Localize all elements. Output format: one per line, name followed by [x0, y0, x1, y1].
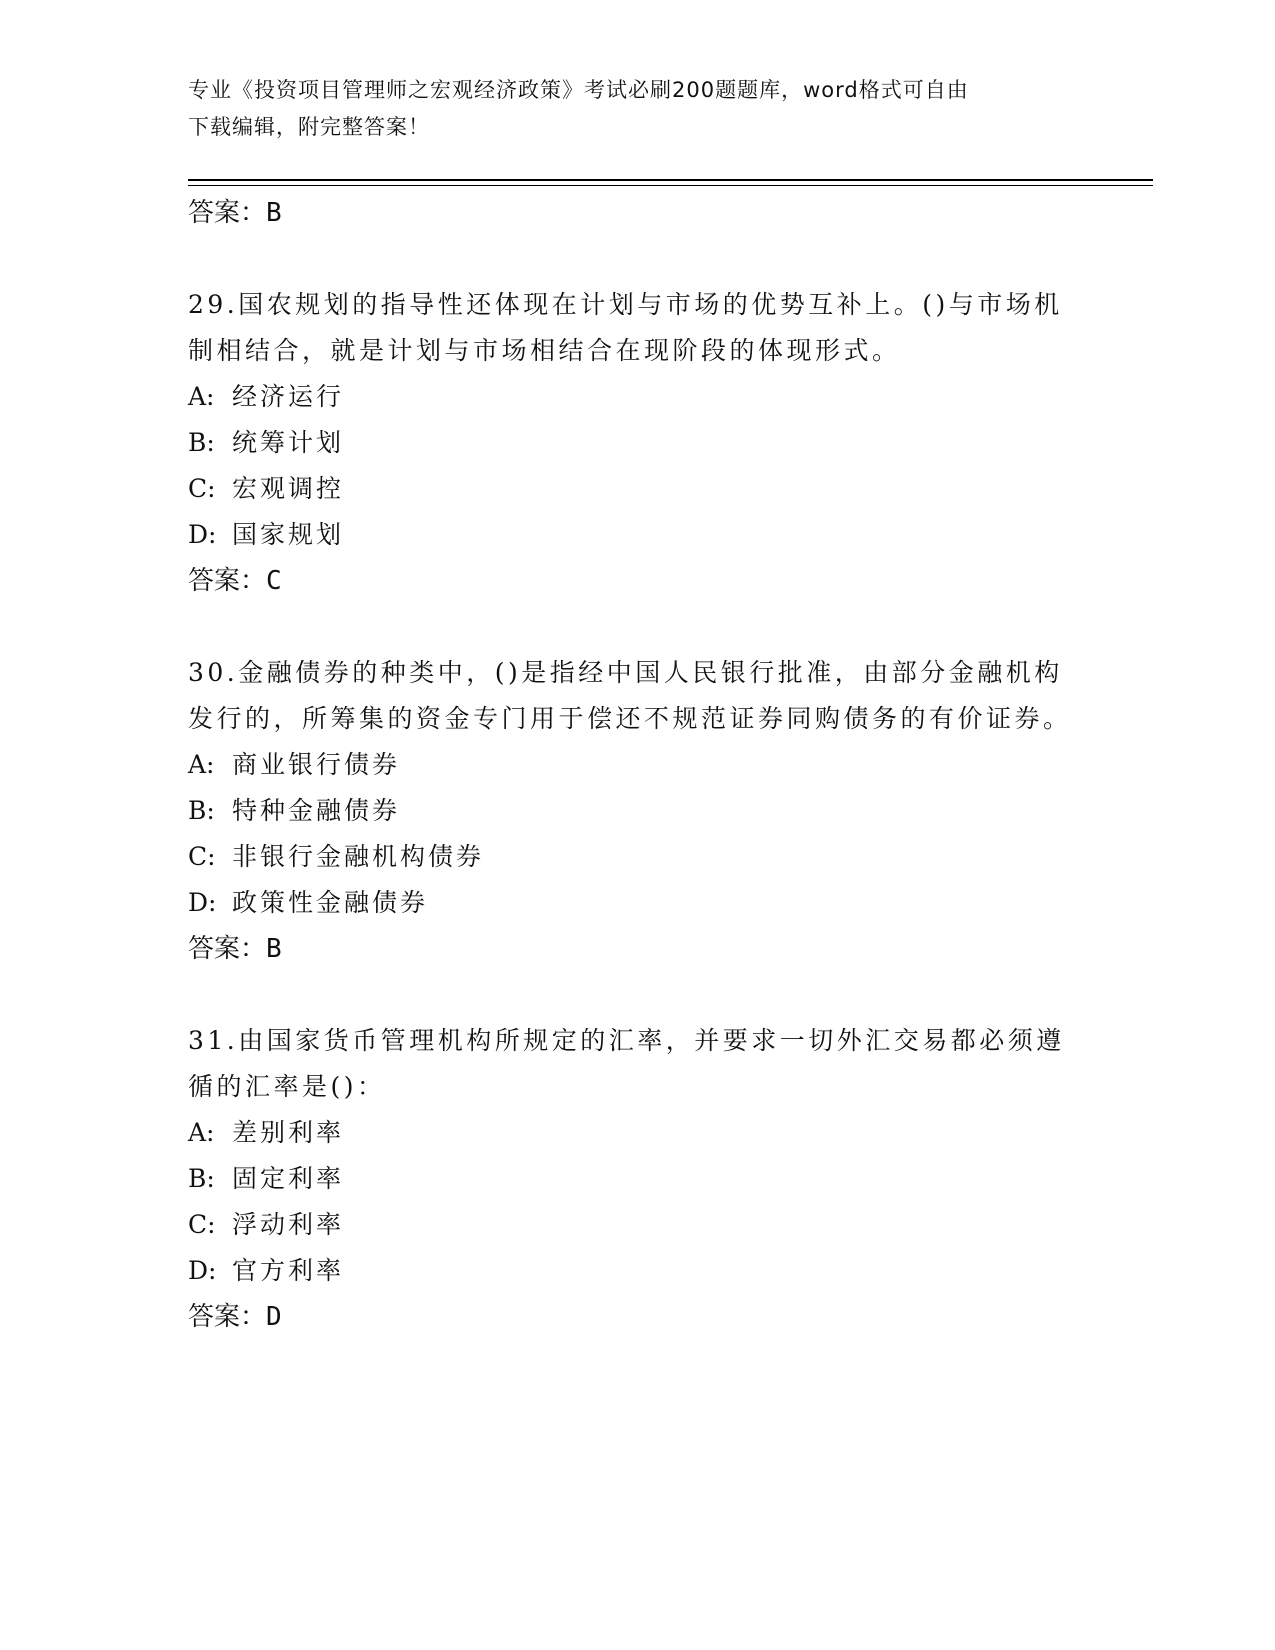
- question-30: [188, 650, 1088, 972]
- option-text: 特种金融债券: [232, 796, 401, 825]
- option-text: 浮动利率: [232, 1210, 345, 1239]
- option-text: 经济运行: [232, 382, 345, 411]
- option-a: [188, 1110, 1088, 1156]
- header-line-1: 专业《投资项目管理师之宏观经济政策》考试必刷200题题库，word格式可自由: [188, 78, 969, 102]
- question-text: 30.金融债券的种类中，()是指经中国人民银行批准，由部分金融机构发行的，所筹集的资金专门用于偿还不规范证券同购债务的有价证券。: [188, 658, 1072, 733]
- option-letter: C:: [188, 474, 216, 503]
- option-b: [188, 420, 1088, 466]
- answer-line: 答案：C: [188, 566, 282, 596]
- option-c: [188, 466, 1088, 512]
- option-text: 官方利率: [232, 1256, 345, 1285]
- option-a: [188, 374, 1088, 420]
- question-text: 31.由国家货币管理机构所规定的汇率，并要求一切外汇交易都必须遵循的汇率是()：: [188, 1026, 1065, 1101]
- option-text: 差别利率: [232, 1118, 345, 1147]
- option-letter: C:: [188, 1210, 216, 1239]
- option-a: [188, 742, 1088, 788]
- question-31: [188, 1018, 1088, 1340]
- option-d: [188, 880, 1088, 926]
- option-letter: C:: [188, 842, 216, 871]
- option-text: 固定利率: [232, 1164, 345, 1193]
- option-text: 统筹计划: [232, 428, 345, 457]
- option-letter: A:: [188, 1118, 215, 1147]
- option-letter: B:: [188, 1164, 215, 1193]
- option-c: [188, 834, 1088, 880]
- option-letter: D:: [188, 520, 217, 549]
- previous-answer: 答案：B: [188, 198, 282, 228]
- document-header: [188, 72, 1088, 146]
- header-divider-thin: [188, 185, 1153, 186]
- header-divider-thick: [188, 179, 1153, 181]
- option-letter: A:: [188, 750, 215, 779]
- option-text: 国家规划: [232, 520, 345, 549]
- option-letter: D:: [188, 1256, 217, 1285]
- question-text: 29.国农规划的指导性还体现在计划与市场的优势互补上。()与市场机制相结合，就是计划与市场相结合在现阶段的体现形式。: [188, 290, 1063, 365]
- option-text: 非银行金融机构债券: [232, 842, 485, 871]
- answer-line: 答案：D: [188, 1302, 282, 1332]
- header-line-2: 下载编辑，附完整答案！: [188, 115, 430, 139]
- answer-line: 答案：B: [188, 934, 282, 964]
- option-d: [188, 1248, 1088, 1294]
- option-text: 政策性金融债券: [232, 888, 429, 917]
- option-letter: D:: [188, 888, 217, 917]
- question-29: [188, 282, 1088, 604]
- document-body: [188, 190, 1088, 1340]
- option-c: [188, 1202, 1088, 1248]
- option-letter: B:: [188, 796, 215, 825]
- option-d: [188, 512, 1088, 558]
- option-text: 商业银行债券: [232, 750, 401, 779]
- option-letter: A:: [188, 382, 215, 411]
- option-b: [188, 788, 1088, 834]
- option-b: [188, 1156, 1088, 1202]
- option-text: 宏观调控: [232, 474, 345, 503]
- option-letter: B:: [188, 428, 215, 457]
